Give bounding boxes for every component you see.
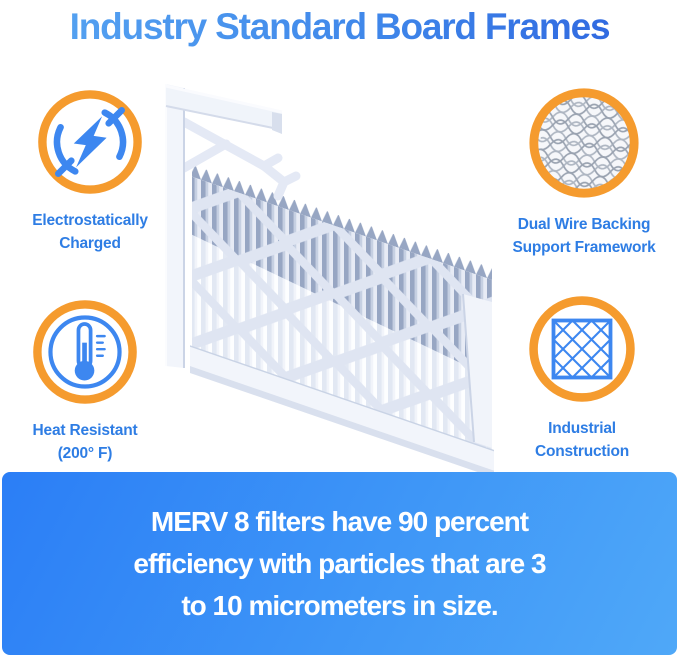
feature-heat-resistant — [0, 296, 170, 465]
feature-label-line: Support Framework — [512, 239, 656, 256]
feature-label-line: Industrial — [548, 420, 616, 437]
wire-mesh-icon — [525, 84, 643, 202]
page-title: Industry Standard Board Frames — [0, 2, 679, 54]
feature-electrostatically-charged — [5, 86, 175, 255]
pleated-media — [190, 164, 494, 476]
lightning-icon — [34, 86, 146, 198]
lattice-grid-icon — [525, 292, 639, 406]
feature-label-line: (200° F) — [57, 445, 113, 462]
banner-text-line: MERV 8 filters have 90 percent — [150, 505, 529, 537]
feature-industrial-construction — [497, 292, 667, 463]
feature-label-line: Charged — [59, 235, 121, 252]
feature-label-line: Electrostatically — [32, 212, 148, 229]
banner-text-line: efficiency with particles that are 3 — [133, 547, 546, 579]
banner-text — [133, 501, 545, 627]
thermometer-icon — [29, 296, 141, 408]
air-filter-illustration — [160, 76, 502, 476]
feature-label-line: Construction — [534, 443, 630, 460]
feature-label-line: Dual Wire Backing — [517, 216, 651, 233]
feature-label-line: Heat Resistant — [32, 422, 138, 439]
feature-dual-wire-backing — [496, 84, 672, 259]
info-banner — [2, 472, 677, 655]
banner-text-line: to 10 micrometers in size. — [181, 589, 498, 621]
